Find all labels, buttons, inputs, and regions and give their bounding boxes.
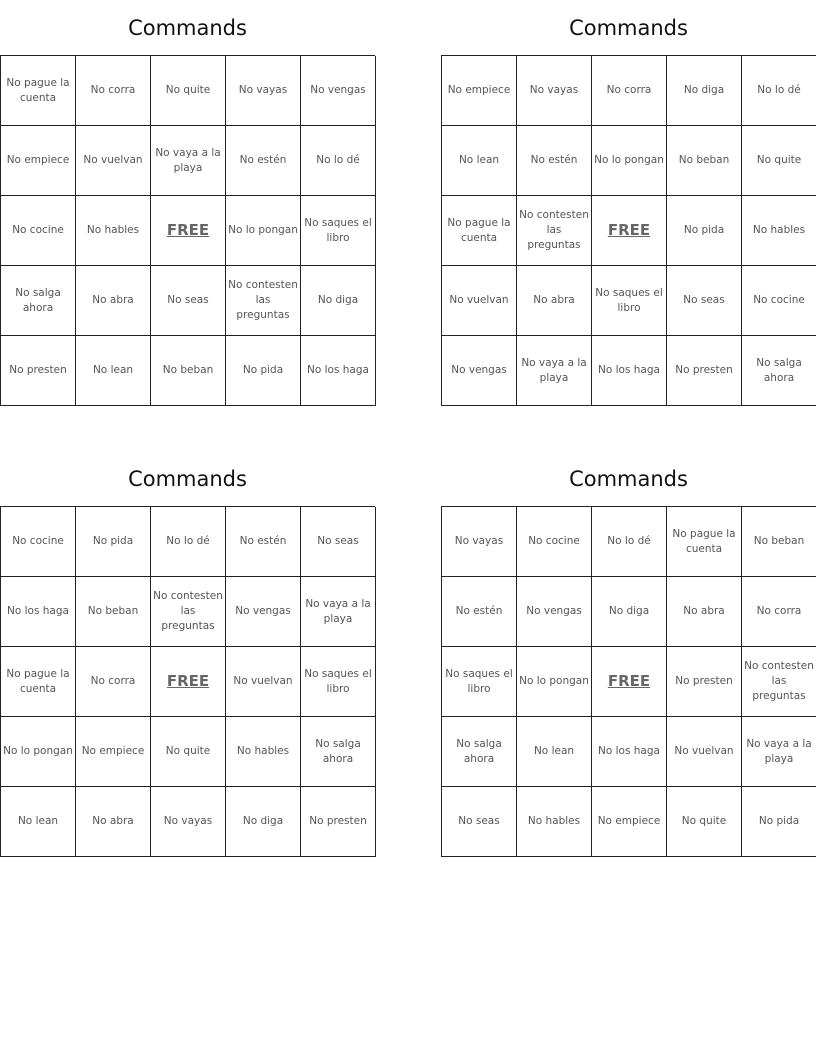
bingo-cell: No vengas	[301, 56, 376, 126]
bingo-cell: No estén	[226, 507, 301, 577]
bingo-cell: No empiece	[1, 126, 76, 196]
bingo-cell: No vaya a la playa	[151, 126, 226, 196]
bingo-cell: No los haga	[301, 336, 376, 406]
bingo-cell: No vaya a la playa	[301, 577, 376, 647]
bingo-cell: No diga	[667, 56, 742, 126]
bingo-cell: No quite	[151, 717, 226, 787]
bingo-cell: No pida	[76, 507, 151, 577]
bingo-cell: No saques el libro	[301, 196, 376, 266]
card-title: Commands	[569, 16, 688, 40]
free-space-cell: FREE	[151, 647, 226, 717]
bingo-cell: No pida	[226, 336, 301, 406]
bingo-cell: No lo pongan	[592, 126, 667, 196]
bingo-cell: No lo dé	[742, 56, 816, 126]
bingo-cell: No seas	[667, 266, 742, 336]
bingo-cell: No lo dé	[301, 126, 376, 196]
bingo-cell: No contesten las preguntas	[517, 196, 592, 266]
bingo-cell: No seas	[301, 507, 376, 577]
bingo-cell: No saques el libro	[442, 647, 517, 717]
bingo-cell: No pague la cuenta	[1, 647, 76, 717]
bingo-cell: No empiece	[442, 56, 517, 126]
bingo-cell: No vuelvan	[442, 266, 517, 336]
bingo-cell: No vuelvan	[226, 647, 301, 717]
bingo-cell: No contesten las preguntas	[151, 577, 226, 647]
free-space-cell: FREE	[592, 196, 667, 266]
bingo-cell: No presten	[667, 647, 742, 717]
card-title: Commands	[128, 16, 247, 40]
bingo-cell: No diga	[592, 577, 667, 647]
bingo-grid	[441, 506, 816, 857]
bingo-grid	[0, 55, 375, 406]
bingo-cell: No hables	[517, 787, 592, 857]
bingo-cell: No beban	[742, 507, 816, 577]
bingo-cell: No hables	[226, 717, 301, 787]
bingo-cell: No corra	[742, 577, 816, 647]
bingo-cell: No presten	[301, 787, 376, 857]
free-space-cell: FREE	[151, 196, 226, 266]
free-space-cell: FREE	[592, 647, 667, 717]
bingo-cell: No abra	[667, 577, 742, 647]
bingo-cell: No vengas	[517, 577, 592, 647]
bingo-cell: No salga ahora	[301, 717, 376, 787]
card-title: Commands	[569, 467, 688, 491]
bingo-cell: No estén	[226, 126, 301, 196]
bingo-cell: No corra	[76, 56, 151, 126]
bingo-cell: No contesten las preguntas	[742, 647, 816, 717]
bingo-cell: No cocine	[1, 507, 76, 577]
bingo-cell: No quite	[667, 787, 742, 857]
bingo-cell: No pague la cuenta	[1, 56, 76, 126]
bingo-cell: No vengas	[442, 336, 517, 406]
bingo-cell: No vayas	[442, 507, 517, 577]
bingo-cell: No contesten las preguntas	[226, 266, 301, 336]
bingo-cell: No vuelvan	[76, 126, 151, 196]
bingo-cell: No quite	[151, 56, 226, 126]
bingo-cell: No salga ahora	[1, 266, 76, 336]
bingo-cell: No lo dé	[592, 507, 667, 577]
bingo-cell: No lean	[442, 126, 517, 196]
bingo-cell: No abra	[76, 266, 151, 336]
bingo-cell: No corra	[76, 647, 151, 717]
bingo-cell: No beban	[667, 126, 742, 196]
bingo-cell: No vayas	[226, 56, 301, 126]
bingo-cell: No seas	[151, 266, 226, 336]
bingo-cell: No saques el libro	[301, 647, 376, 717]
bingo-card-1	[0, 0, 375, 406]
bingo-cell: No estén	[517, 126, 592, 196]
bingo-cell: No vaya a la playa	[742, 717, 816, 787]
bingo-cell: No los haga	[592, 717, 667, 787]
bingo-cell: No lean	[76, 336, 151, 406]
bingo-cell: No lean	[1, 787, 76, 857]
bingo-cell: No diga	[226, 787, 301, 857]
bingo-cell: No cocine	[742, 266, 816, 336]
bingo-cell: No diga	[301, 266, 376, 336]
bingo-cell: No vengas	[226, 577, 301, 647]
bingo-cell: No lo pongan	[226, 196, 301, 266]
bingo-cell: No beban	[151, 336, 226, 406]
bingo-card-3	[0, 451, 375, 857]
bingo-cell: No pida	[742, 787, 816, 857]
bingo-cell: No empiece	[76, 717, 151, 787]
bingo-card-4	[441, 451, 816, 857]
bingo-cell: No hables	[742, 196, 816, 266]
bingo-cell: No lean	[517, 717, 592, 787]
bingo-cell: No quite	[742, 126, 816, 196]
bingo-cell: No beban	[76, 577, 151, 647]
bingo-cell: No lo pongan	[1, 717, 76, 787]
bingo-cell: No lo dé	[151, 507, 226, 577]
card-title: Commands	[128, 467, 247, 491]
bingo-cell: No pida	[667, 196, 742, 266]
bingo-cell: No pague la cuenta	[442, 196, 517, 266]
bingo-cell: No hables	[76, 196, 151, 266]
bingo-cell: No cocine	[517, 507, 592, 577]
bingo-cell: No vuelvan	[667, 717, 742, 787]
bingo-cell: No pague la cuenta	[667, 507, 742, 577]
bingo-cell: No abra	[517, 266, 592, 336]
bingo-cell: No vaya a la playa	[517, 336, 592, 406]
bingo-grid	[441, 55, 816, 406]
bingo-cell: No los haga	[592, 336, 667, 406]
bingo-grid	[0, 506, 375, 857]
bingo-cell: No vayas	[517, 56, 592, 126]
bingo-card-2	[441, 0, 816, 406]
bingo-cell: No lo pongan	[517, 647, 592, 717]
bingo-cell: No estén	[442, 577, 517, 647]
bingo-cell: No saques el libro	[592, 266, 667, 336]
bingo-cell: No corra	[592, 56, 667, 126]
bingo-cell: No presten	[667, 336, 742, 406]
bingo-cell: No salga ahora	[742, 336, 816, 406]
bingo-cell: No presten	[1, 336, 76, 406]
bingo-cell: No abra	[76, 787, 151, 857]
bingo-cell: No seas	[442, 787, 517, 857]
bingo-cell: No cocine	[1, 196, 76, 266]
bingo-cell: No los haga	[1, 577, 76, 647]
bingo-cell: No empiece	[592, 787, 667, 857]
bingo-cell: No vayas	[151, 787, 226, 857]
bingo-cell: No salga ahora	[442, 717, 517, 787]
